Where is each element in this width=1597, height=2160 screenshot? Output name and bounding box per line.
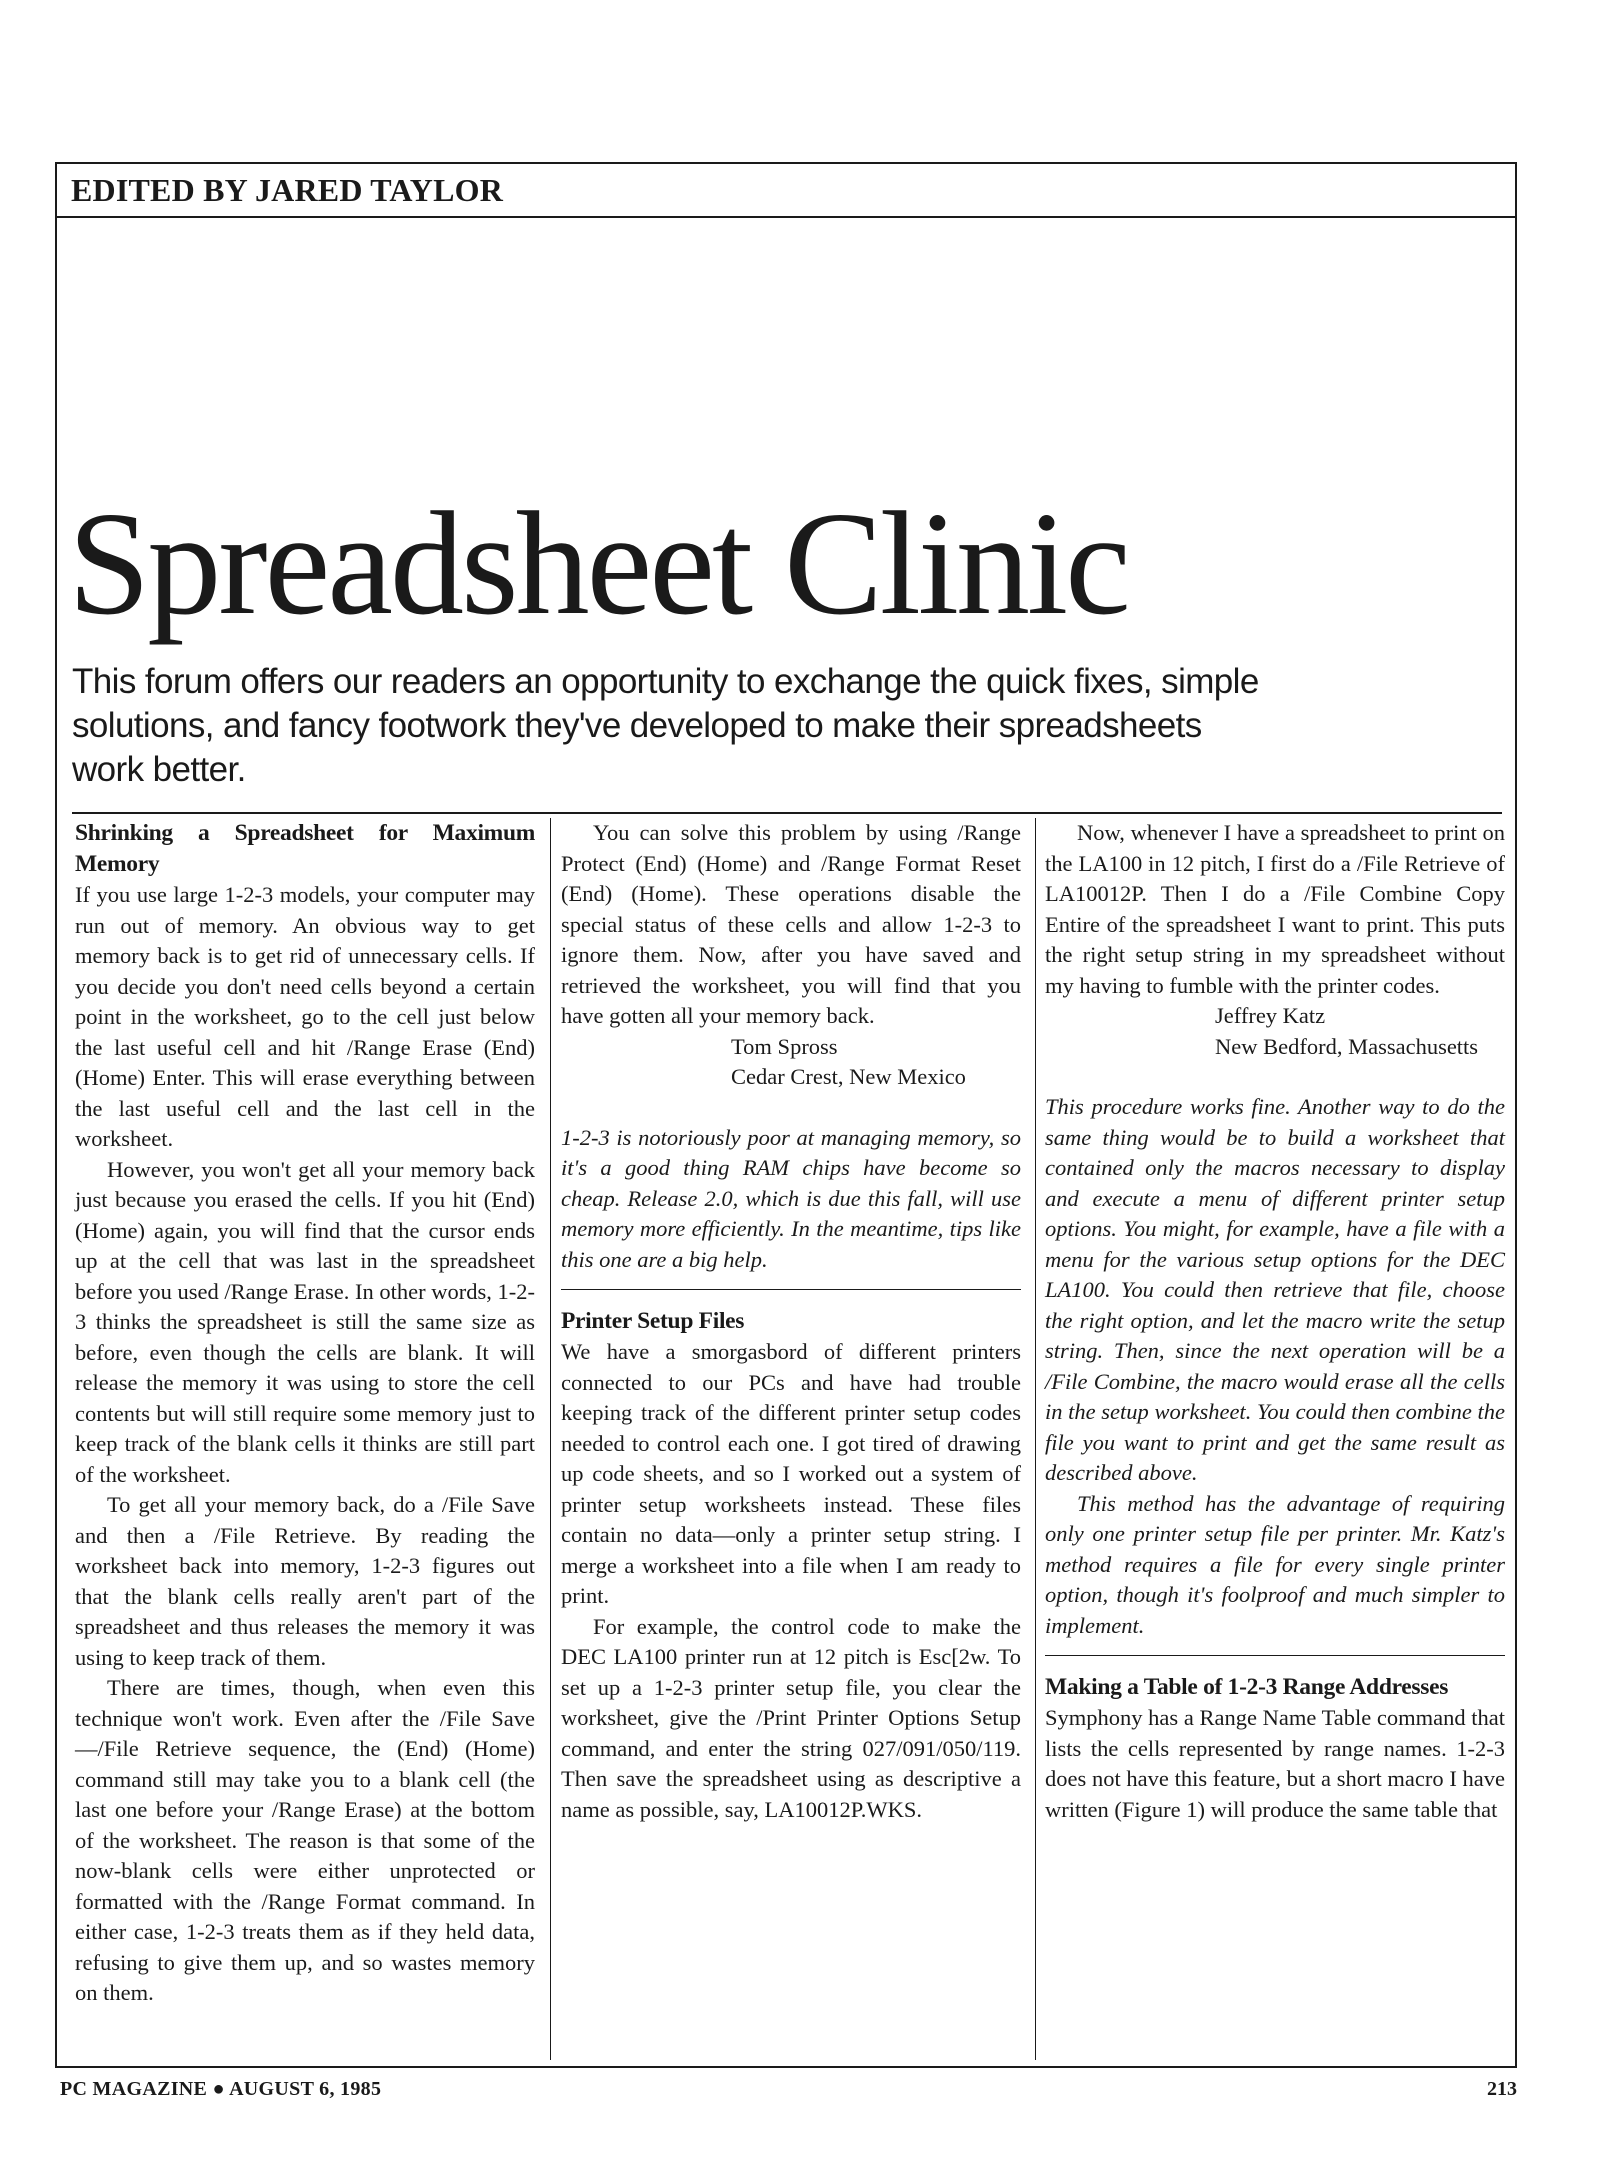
paragraph: If you use large 1-2-3 models, your computer may run out of memory. An obvious way to get memory back is to get rid of unnecessary cells. If you decide you don't need cells beyond a certain point in the worksheet, go to the cell just below the last useful cell and hit /Range Erase (End) (Home) Enter. This will erase everything between the last useful cell and the last cell in the worksheet. xyxy=(75,882,535,1151)
column-2 xyxy=(561,818,1021,1825)
author-place: New Bedford, Massachusetts xyxy=(1215,1033,1479,1059)
column-3 xyxy=(1045,818,1505,1825)
editor-note: This method has the advantage of requiring only one printer setup file per printer. Mr. Katz's method requires a file for every single printer option, though it's foolproof and much simpler to implement. xyxy=(1045,1490,1505,1638)
page-number: 213 xyxy=(1487,2078,1517,2100)
article-heading: Shrinking a Spreadsheet for Maximum Memory xyxy=(75,820,535,877)
paragraph: However, you won't get all your memory back just because you erased the cells. If you hit (End) (Home) again, you will find that the cursor ends up at the cell that was last in the spreadsheet before you used /Range Erase. In other words, 1-2-3 thinks the spreadsheet is still the same size as before, even though the cells are blank. It will release the memory it was using to store the cell contents but will still require some memory just to keep track of the blank cells it thinks are still part of the worksheet. xyxy=(75,1156,535,1487)
paragraph: We have a smorgasbord of different printers connected to our PCs and have had trouble keeping track of the different printer setup codes needed to control each one. I got tired of drawing up code sheets, and so I worked out a system of printer setup worksheets instead. These files contain no data—only a printer setup string. I merge a worksheet into a file when I am ready to print. xyxy=(561,1339,1021,1608)
footer-publication: PC MAGAZINE ● AUGUST 6, 1985 xyxy=(60,2078,382,2100)
header-bar xyxy=(55,162,1517,218)
author-name: Jeffrey Katz xyxy=(1215,1003,1326,1028)
author-place: Cedar Crest, New Mexico xyxy=(731,1064,966,1089)
page-title: Spreadsheet Clinic xyxy=(68,482,1128,646)
intro-text: This forum offers our readers an opportunity to exchange the quick fixes, simple solutions, and fancy footwork they've developed to make their spreadsheets work better. xyxy=(72,662,1259,789)
column-divider xyxy=(1035,818,1036,2060)
section-divider xyxy=(561,1289,1021,1290)
paragraph: Symphony has a Range Name Table command that lists the cells represented by range names. 1-2-3 does not have this feature, but a short macro I have written (Figure 1) will produce the same table that xyxy=(1045,1705,1505,1822)
paragraph: Now, whenever I have a spreadsheet to print on the LA100 in 12 pitch, I first do a /File Retrieve of LA10012P. Then I do a /File Combine Copy Entire of the spreadsheet I want to print. This puts the right setup string in my spreadsheet without my having to fumble with the printer codes. xyxy=(1045,820,1505,998)
paragraph: You can solve this problem by using /Range Protect (End) (Home) and /Range Format Reset (End) (Home). These operations disable the special status of these cells and allow 1-2-3 to ignore them. Now, after you have saved and retrieved the worksheet, you will find that you have gotten all your memory back. xyxy=(561,820,1021,1028)
article-heading: Making a Table of 1-2-3 Range Addresses xyxy=(1045,1674,1449,1700)
edited-by: EDITED BY JARED TAYLOR xyxy=(71,172,504,208)
article-heading: Printer Setup Files xyxy=(561,1308,745,1334)
section-divider xyxy=(1045,1655,1505,1656)
column-divider xyxy=(550,818,551,2060)
editor-note: 1-2-3 is notoriously poor at managing memory, so it's a good thing RAM chips have become so cheap. Release 2.0, which is due this fall, will use memory more efficiently. In the meantime, tips like this one are a big help. xyxy=(561,1124,1021,1272)
paragraph: There are times, though, when even this technique won't work. Even after the /File Save—/File Retrieve sequence, the (End) (Home) command still may take you to a blank cell (the last one before your /Range Erase) at the bottom of the worksheet. The reason is that some of the now-blank cells were either unprotected or formatted with the /Range Format command. In either case, 1-2-3 treats them as if they held data, refusing to give them up, and so wastes memory on them. xyxy=(75,1675,535,2005)
intro-divider xyxy=(72,812,1502,814)
column-1 xyxy=(75,818,535,2009)
author-name: Tom Spross xyxy=(731,1033,838,1059)
paragraph: To get all your memory back, do a /File Save and then a /File Retrieve. By reading the worksheet back into memory, 1-2-3 figures out that the blank cells really aren't part of the spreadsheet and thus releases the memory it was using to keep track of them. xyxy=(75,1492,535,1670)
editor-note: This procedure works fine. Another way to do the same thing would be to build a worksheet that contained only the macros necessary to display and execute a menu of different printer setup options. You might, for example, have a file with a menu for the various setup options for the DEC LA100. You could then retrieve that file, choose the right option, and let the macro write the setup string. Then, since the next operation will be a /File Combine, the macro would erase all the cells in the setup worksheet. You could then combine the file you want to print and get the same result as described above. xyxy=(1045,1094,1505,1485)
paragraph: For example, the control code to make the DEC LA100 printer run at 12 pitch is Esc[2w. To set up a 1-2-3 printer setup file, you clear the worksheet, give the /Print Printer Options Setup command, and enter the string 027/091/050/119. Then save the spreadsheet using as descriptive a name as possible, say, LA10012P.WKS. xyxy=(561,1613,1021,1822)
